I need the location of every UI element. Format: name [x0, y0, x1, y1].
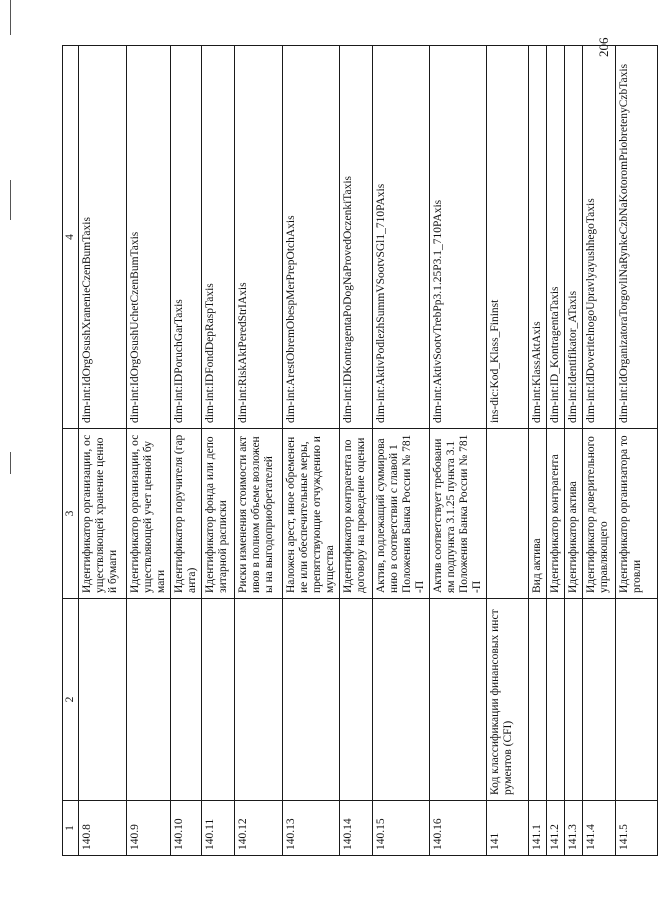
table-cell-c3	[487, 429, 529, 599]
table-cell-c3: Идентификатор контрагента по договору на проведение оценки	[340, 429, 373, 599]
table-cell-c4: dim-int:RiskAktPeredStrIAxis	[235, 46, 283, 429]
margin-mark-top	[10, 0, 11, 35]
table-cell-c4: ins-dic:Kod_Klass_Fininst	[487, 46, 529, 429]
table-cell-c1: 141.4	[583, 801, 616, 856]
column-header: 4	[63, 46, 79, 429]
table-cell-c2	[235, 599, 283, 801]
table-row	[127, 46, 171, 856]
table-cell-c1: 140.13	[283, 801, 340, 856]
margin-mark-middle	[10, 180, 11, 220]
table-cell-c4: dim-int:IDPoruchGarTaxis	[171, 46, 202, 429]
table-cell-c1: 140.15	[373, 801, 430, 856]
classification-table	[62, 45, 658, 856]
table-row	[583, 46, 616, 856]
table-cell-c2	[529, 599, 547, 801]
table-cell-c2	[283, 599, 340, 801]
table-cell-c2	[616, 599, 658, 801]
table-cell-c3: Идентификатор организатора торговли	[616, 429, 658, 599]
table-cell-c4: dim-int:Identifikator_ATaxis	[565, 46, 583, 429]
table-cell-c1: 140.12	[235, 801, 283, 856]
table-cell-c2	[127, 599, 171, 801]
table-cell-c2	[565, 599, 583, 801]
table-cell-c3: Наложен арест, иное обременение или обеспечительные меры, препятствующие отчуждению имущества	[283, 429, 340, 599]
table-cell-c4: dim-int:KlassAktAxis	[529, 46, 547, 429]
table-cell-c2	[202, 599, 235, 801]
table-cell-c2	[171, 599, 202, 801]
table-cell-c1: 140.16	[430, 801, 487, 856]
table-cell-c4: dim-int:IdDoveritelnogoUpravlyayushhegoTaxis	[583, 46, 616, 429]
table-cell-c1: 140.10	[171, 801, 202, 856]
table-row	[340, 46, 373, 856]
table-row	[202, 46, 235, 856]
table-cell-c3: Идентификатор контрагента	[547, 429, 565, 599]
table-cell-c1: 141.1	[529, 801, 547, 856]
table-cell-c3: Вид актива	[529, 429, 547, 599]
column-header: 2	[63, 599, 79, 801]
table-cell-c2	[547, 599, 565, 801]
table-cell-c1: 140.9	[127, 801, 171, 856]
table-cell-c2	[79, 599, 127, 801]
table-cell-c4: dim-int:IdOrgOsushUchetCzenBumTaxis	[127, 46, 171, 429]
table-cell-c4: dim-int:AktivPodlezhSummVSootvSGl1_710PAxis	[373, 46, 430, 429]
table-cell-c2	[583, 599, 616, 801]
table-cell-c2	[430, 599, 487, 801]
table-row	[430, 46, 487, 856]
table-cell-c1: 140.14	[340, 801, 373, 856]
table-row	[373, 46, 430, 856]
table-row	[171, 46, 202, 856]
table-cell-c3: Идентификатор поручителя (гаранта)	[171, 429, 202, 599]
table-cell-c4: dim-int:IDFondDepRaspTaxis	[202, 46, 235, 429]
table-row	[616, 46, 658, 856]
table-row	[487, 46, 529, 856]
table-cell-c3: Идентификатор организации, осуществляющей учет ценной бумаги	[127, 429, 171, 599]
table-cell-c1: 140.11	[202, 801, 235, 856]
table-cell-c3: Актив соответствует требованиям подпункта 3.1.25 пункта 3.1 Положения Банка России № 781-П	[430, 429, 487, 599]
table-row	[79, 46, 127, 856]
table-cell-c1: 140.8	[79, 801, 127, 856]
table-cell-c1: 141.5	[616, 801, 658, 856]
table-cell-c2	[340, 599, 373, 801]
column-header: 3	[63, 429, 79, 599]
table-row	[547, 46, 565, 856]
table-row	[235, 46, 283, 856]
table-row	[565, 46, 583, 856]
table-cell-c1: 141.3	[565, 801, 583, 856]
table-cell-c3: Идентификатор фонда или депозитарной расписки	[202, 429, 235, 599]
table-cell-c3: Идентификатор доверительного управляющего	[583, 429, 616, 599]
page-number: 206	[596, 37, 611, 57]
table-cell-c3: Идентификатор организации, осуществляющей хранение ценной бумаги	[79, 429, 127, 599]
table-cell-c4: dim-int:IdOrganizatoraTorgovliNaRynkeCzbNaKotoromPriobretenyCzbTaxis	[616, 46, 658, 429]
table-row	[529, 46, 547, 856]
table-cell-c4: dim-int:IDKontragentaPoDogNaProvedOczenkiTaxis	[340, 46, 373, 429]
table-cell-c2: Код классификации финансовых инструментов (CFI)	[487, 599, 529, 801]
table-cell-c2	[373, 599, 430, 801]
table-cell-c3: Риски изменения стоимости активов в полном объеме возложены на выгодоприобретателей	[235, 429, 283, 599]
table-row	[283, 46, 340, 856]
header-row	[63, 46, 79, 856]
table-cell-c3: Идентификатор актива	[565, 429, 583, 599]
margin-mark-lower	[10, 452, 11, 474]
table-cell-c4: dim-int:AktivSootvTrebPp3.1.25P3.1_710PAxis	[430, 46, 487, 429]
table-cell-c4: dim-int:ID_KontragentaTaxis	[547, 46, 565, 429]
column-header: 1	[63, 801, 79, 856]
table-cell-c1: 141.2	[547, 801, 565, 856]
table-cell-c1: 141	[487, 801, 529, 856]
table-cell-c4: dim-int:ArestObremObespMerPrepOtchAxis	[283, 46, 340, 429]
table-body	[79, 46, 658, 856]
table-cell-c4: dim-int:IdOrgOsushXranenieCzenBumTaxis	[79, 46, 127, 429]
table-cell-c3: Актив, подлежащий суммированию в соответствии с главой 1 Положения Банка России № 781-П	[373, 429, 430, 599]
